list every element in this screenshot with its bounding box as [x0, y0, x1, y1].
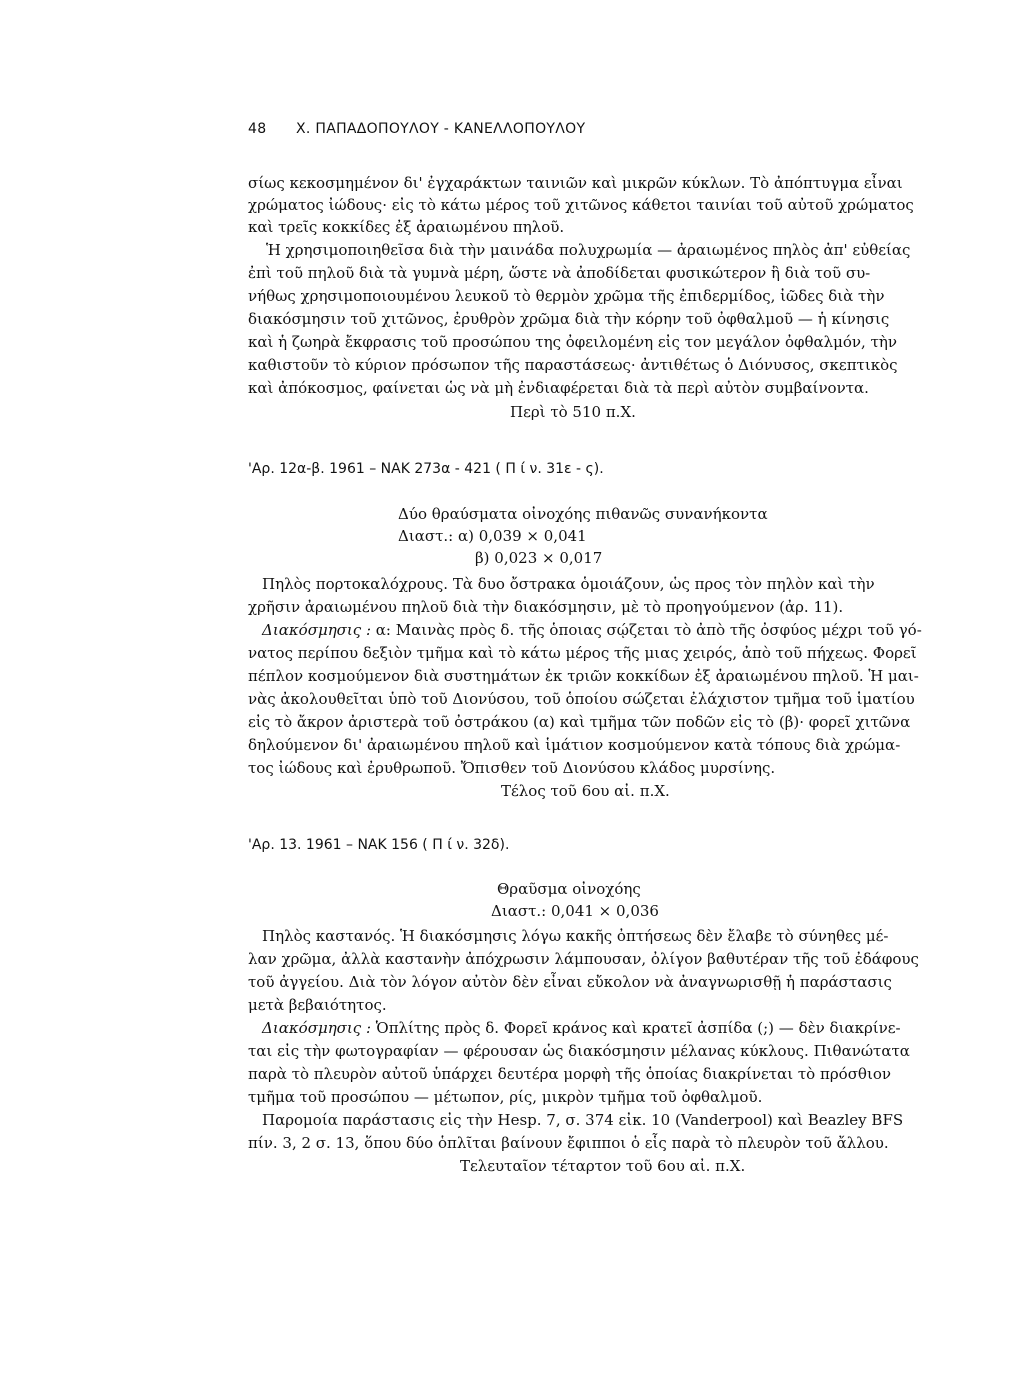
- parallels-line: πίν. 3, 2 σ. 13, ὅπου δύο ὁπλῖται βαίνουν ἔφιπποι ὁ εἷς παρὰ τὸ πλευρὸν τοῦ ἄλλου.: [248, 1134, 889, 1152]
- body-line: Πηλὸς πορτοκαλόχρους. Τὰ δυο ὄστρακα ὁμοιάζουν, ὡς προς τὸν πηλὸν καὶ τὴν: [262, 575, 875, 593]
- dimensions-b: β) 0,023 × 0,017: [475, 549, 603, 567]
- dimensions-a: Διαστ.: α) 0,039 × 0,041: [398, 527, 587, 545]
- running-head: Χ. ΠΑΠΑΔΟΠΟΥΛΟΥ - ΚΑΝΕΛΛΟΠΟΥΛΟΥ: [296, 121, 586, 137]
- decoration-label: Διακόσμησις :: [262, 1019, 372, 1037]
- decoration-line: [262, 619, 922, 641]
- body-line: σίως κεκοσμημένον δι' ἐγχαράκτων ταινιῶν καὶ μικρῶν κύκλων. Τὸ ἀπόπτυγμα εἶναι: [248, 174, 903, 192]
- entry-title: Θραῦσμα οἰνοχόης: [497, 880, 641, 898]
- parallels-line: Παρομοία παράστασις εἰς τὴν Hesp. 7, σ. 374 εἰκ. 10 (Vanderpool) καὶ Beazley BFS: [262, 1111, 904, 1129]
- body-line: εἰς τὸ ἄκρον ἀριστερὰ τοῦ ὀστράκου (α) καὶ τμῆμα τῶν ποδῶν εἰς τὸ (β)· φορεῖ χιτῶνα: [248, 713, 911, 731]
- body-line: Πηλὸς καστανός. Ἡ διακόσμησις λόγω κακῆς ὀπτήσεως δὲν ἔλαβε τὸ σύνηθες μέ-: [262, 927, 889, 945]
- dimensions: Διαστ.: 0,041 × 0,036: [491, 902, 659, 920]
- body-line: διακόσμησιν τοῦ χιτῶνος, ἐρυθρὸν χρῶμα διὰ τὴν κόρην τοῦ ὀφθαλμοῦ — ἡ κίνησις: [248, 310, 890, 328]
- body-line: πέπλον κοσμούμενον διὰ συστημάτων ἐκ τριῶν κοκκίδων ἐξ ἀραιωμένου πηλοῦ. Ἡ μαι-: [248, 667, 919, 685]
- decoration-label: Διακόσμησις :: [262, 621, 372, 639]
- body-line: ἐπὶ τοῦ πηλοῦ διὰ τὰ γυμνὰ μέρη, ὥστε νὰ ἀποδίδεται φυσικώτερον ἢ διὰ τοῦ συ-: [248, 264, 871, 282]
- body-line: ται εἰς τὴν φωτογραφίαν — φέρουσαν ὡς διακόσμησιν μέλανας κύκλους. Πιθανώτατα: [248, 1042, 910, 1060]
- body-line: καὶ τρεῖς κοκκίδες ἐξ ἀραιωμένου πηλοῦ.: [248, 218, 565, 236]
- body-line: νατος περίπου δεξιὸν τμῆμα καὶ τὸ κάτω μέρος τῆς μιας χειρός, ἀπὸ τοῦ πήχεως. Φορεῖ: [248, 644, 917, 662]
- body-line: χρῆσιν ἀραιωμένου πηλοῦ διὰ τὴν διακόσμησιν, μὲ τὸ προηγούμενον (ἀρ. 11).: [248, 598, 844, 616]
- body-line: καὶ ἀπόκοσμος, φαίνεται ὡς νὰ μὴ ἐνδιαφέρεται διὰ τὰ περὶ αὐτὸν συμβαίνοντα.: [248, 379, 869, 397]
- body-line: καὶ ἡ ζωηρὰ ἔκφρασις τοῦ προσώπου της ὀφειλομένη εἰς τον μεγάλον ὀφθαλμόν, τὴν: [248, 333, 897, 351]
- date-line: Τελευταῖον τέταρτον τοῦ 6ου αἰ. π.Χ.: [460, 1157, 746, 1175]
- body-line: καθιστοῦν τὸ κύριον πρόσωπον τῆς παραστάσεως· ἀντιθέτως ὁ Διόνυσος, σκεπτικὸς: [248, 356, 898, 374]
- body-line: τοῦ ἀγγείου. Διὰ τὸν λόγον αὐτὸν δὲν εἶναι εὔκολον νὰ ἀναγνωρισθῇ ἡ παράστασις: [248, 973, 892, 991]
- body-line: λαν χρῶμα, ἀλλὰ καστανὴν ἀπόχρωσιν λάμπουσαν, ὀλίγον βαθυτέραν τῆς τοῦ ἐδάφους: [248, 950, 919, 968]
- body-line: δηλούμενον δι' ἀραιωμένου πηλοῦ καὶ ἱμάτιον κοσμούμενον κατὰ τόπους διὰ χρώμα-: [248, 736, 901, 754]
- body-line: τος ἰώδους καὶ ἐρυθρωποῦ. Ὄπισθεν τοῦ Διονύσου κλάδος μυρσίνης.: [248, 759, 776, 777]
- entry-heading: 'Αρ. 12α-β. 1961 – ΝΑΚ 273α - 421 ( Π ί ν. 31ε - ς).: [248, 461, 604, 477]
- entry-heading: 'Αρ. 13. 1961 – ΝΑΚ 156 ( Π ί ν. 32δ).: [248, 837, 510, 853]
- body-line: χρώματος ἰώδους· εἰς τὸ κάτω μέρος τοῦ χιτῶνος κάθετοι ταινίαι τοῦ αὐτοῦ χρώματος: [248, 196, 914, 214]
- body-line: Ἡ χρησιμοποιηθεῖσα διὰ τὴν μαινάδα πολυχρωμία — ἀραιωμένος πηλὸς ἀπ' εὐθείας: [266, 241, 911, 259]
- body-line: νὰς ἀκολουθεῖται ὑπὸ τοῦ Διονύσου, τοῦ ὁποίου σώζεται ἐλάχιστον τμῆμα τοῦ ἱματίου: [248, 690, 915, 708]
- entry-title: Δύο θραύσματα οἰνοχόης πιθανῶς συνανήκοντα: [398, 505, 768, 523]
- body-line: μετὰ βεβαιότητος.: [248, 996, 387, 1014]
- body-line: νήθως χρησιμοποιουμένου λευκοῦ τὸ θερμὸν χρῶμα τῆς ἐπιδερμίδος, ἰῶδες διὰ τὴν: [248, 287, 885, 305]
- date-line: Περὶ τὸ 510 π.Χ.: [510, 403, 636, 421]
- body-line: τμῆμα τοῦ προσώπου — μέτωπον, ρίς, μικρὸν τμῆμα τοῦ ὀφθαλμοῦ.: [248, 1088, 763, 1106]
- date-line: Τέλος τοῦ 6ου αἰ. π.Χ.: [501, 782, 670, 800]
- decoration-text: Ὁπλίτης πρὸς δ. Φορεῖ κράνος καὶ κρατεῖ ἀσπίδα (;) — δὲν διακρίνε-: [371, 1019, 901, 1037]
- decoration-line: [262, 1017, 901, 1039]
- page-number: 48: [248, 121, 267, 137]
- body-line: παρὰ τὸ πλευρὸν αὐτοῦ ὑπάρχει δευτέρα μορφὴ τῆς ὁποίας διακρίνεται τὸ πρόσθιον: [248, 1065, 891, 1083]
- decoration-text: α: Μαινὰς πρὸς δ. τῆς ὁποιας σῴζεται τὸ ἀπὸ τῆς ὀσφύος μέχρι τοῦ γό-: [371, 621, 922, 639]
